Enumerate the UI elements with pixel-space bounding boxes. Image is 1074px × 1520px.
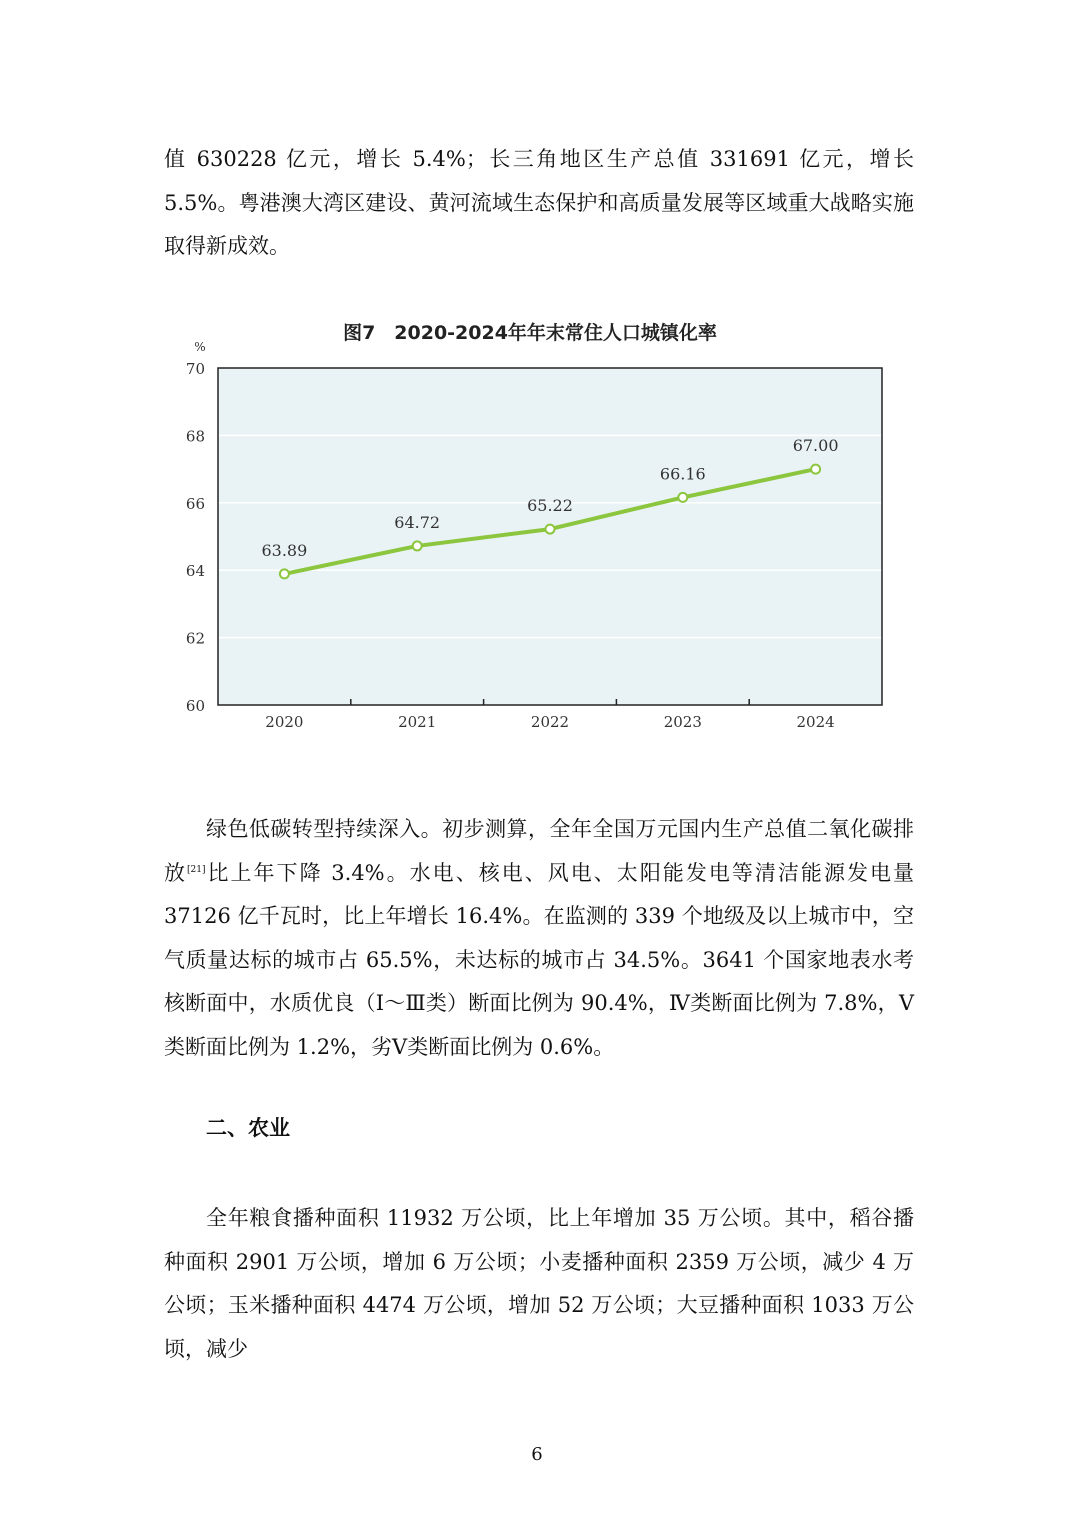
paragraph-regional-economy: 值 630228 亿元，增长 5.4%；长三角地区生产总值 331691 亿元，增长 5.5%。粤港澳大湾区建设、黄河流域生态保护和高质量发展等区域重大战略实施取得新成效。 (164, 147, 914, 258)
data-label: 67.00 (792, 436, 839, 456)
data-label: 66.16 (659, 464, 706, 484)
urbanization-line-chart (170, 310, 890, 750)
data-label: 63.89 (261, 540, 308, 560)
data-point (546, 525, 555, 534)
x-tick-label: 2021 (398, 713, 437, 731)
chart-title: 图7 2020-2024年年末常住人口城镇化率 (343, 322, 717, 344)
y-tick-label: 60 (185, 697, 205, 715)
data-label: 65.22 (527, 496, 573, 516)
data-point (280, 569, 289, 578)
y-axis-unit: % (194, 340, 206, 354)
data-point (413, 541, 422, 550)
x-tick-label: 2022 (530, 713, 570, 731)
data-point (811, 465, 820, 474)
y-tick-label: 68 (185, 427, 205, 446)
x-tick-label: 2020 (265, 713, 304, 731)
footnote-marker[interactable]: [21] (187, 864, 206, 875)
y-tick-label: 70 (185, 360, 205, 378)
data-label: 64.72 (394, 512, 441, 532)
plot-background (218, 368, 882, 705)
x-tick-label: 2024 (796, 713, 835, 731)
paragraph-agriculture: 全年粮食播种面积 11932 万公顷，比上年增加 35 万公顷。其中，稻谷播种面积 2901 万公顷，增加 6 万公顷；小麦播种面积 2359 万公顷，减少 4 万公顷；玉米播种面积 4474 万公顷，增加 52 万公顷；大豆播种面积 1033 万公顷，减少 (164, 1206, 914, 1361)
paragraph-green-transition (164, 808, 914, 1069)
y-tick-label: 62 (185, 629, 205, 648)
data-point (678, 493, 687, 502)
page-number: 6 (531, 1444, 543, 1465)
x-tick-label: 2023 (663, 713, 702, 731)
section-heading-agriculture: 二、农业 (206, 1116, 290, 1140)
y-tick-label: 66 (185, 494, 205, 513)
paragraph-green-part1: 绿色低碳转型持续深入。初步测算，全年全国万元国内生产总值二氧化碳排放 (164, 817, 914, 885)
paragraph-green-part2: 比上年下降 3.4%。水电、核电、风电、太阳能发电等清洁能源发电量 37126 亿千瓦时，比上年增长 16.4%。在监测的 339 个地级及以上城市中，空气质量达标的城市占 65.5%，未达标的城市占 34.5%。3641 个国家地表水考核断面中，水质优良（Ⅰ～Ⅲ类）断面比例为 90.4%，Ⅳ类断面比例为 7.8%，Ⅴ类断面比例为 1.2%，劣Ⅴ类断面比例为 0.6%。 (164, 860, 914, 1059)
y-tick-label: 64 (185, 562, 205, 581)
urbanization-rate-figure (170, 310, 890, 750)
